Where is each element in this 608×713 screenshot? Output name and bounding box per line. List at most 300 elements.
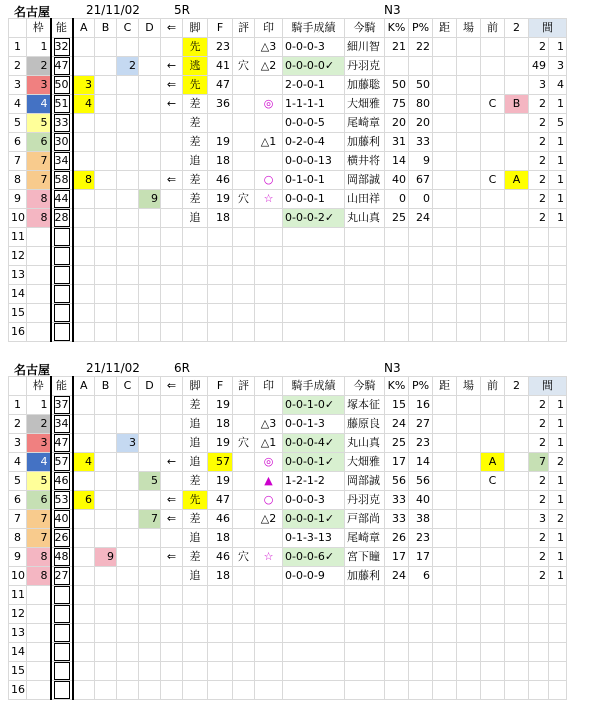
cell-d — [139, 209, 161, 228]
cell-waku: 7 — [27, 152, 51, 171]
cell-c — [117, 133, 139, 152]
cell-a — [73, 152, 95, 171]
cell-empty — [433, 624, 457, 643]
cell-a — [73, 567, 95, 586]
ability-cell — [51, 662, 73, 681]
cell-empty — [409, 643, 433, 662]
cell-empty — [409, 662, 433, 681]
ability-cell — [51, 681, 73, 700]
cell-waku: 1 — [27, 396, 51, 415]
cell-a — [73, 415, 95, 434]
cell-waku: 4 — [27, 95, 51, 114]
cell-empty — [139, 285, 161, 304]
ability-value — [54, 285, 70, 303]
cell-a: 3 — [73, 76, 95, 95]
cell-empty — [409, 247, 433, 266]
empty-row — [9, 624, 567, 643]
header-row — [9, 377, 567, 396]
cell-hyo: 穴 — [233, 548, 255, 567]
cell-b — [95, 57, 117, 76]
table-row — [9, 491, 567, 510]
venue: 名古屋 — [14, 363, 51, 377]
cell-mae — [481, 57, 505, 76]
cell-empty — [73, 643, 95, 662]
cell-ba — [457, 415, 481, 434]
cell-waku: 8 — [27, 567, 51, 586]
header-16: 場 — [457, 19, 481, 38]
cell-empty — [345, 304, 385, 323]
cell-empty — [27, 323, 51, 342]
cell-kyo — [433, 567, 457, 586]
cell-empty — [505, 662, 529, 681]
table-row — [9, 209, 567, 228]
cell-k: 20 — [385, 114, 409, 133]
cell-g2: 1 — [549, 171, 567, 190]
ability-cell — [51, 434, 73, 453]
ability-cell — [51, 567, 73, 586]
header-8: F — [208, 19, 233, 38]
cell-mae — [481, 152, 505, 171]
cell-ba — [457, 529, 481, 548]
cell-empty — [95, 624, 117, 643]
ability-cell — [51, 209, 73, 228]
cell-empty — [95, 266, 117, 285]
table-row — [9, 567, 567, 586]
cell-empty — [183, 247, 208, 266]
ability-value: 28 — [54, 209, 70, 227]
cell-empty — [73, 605, 95, 624]
cell-waku: 8 — [27, 548, 51, 567]
cell-g1: 2 — [529, 472, 549, 491]
cell-shirushi: ◎ — [255, 95, 283, 114]
header-15: 距 — [433, 377, 457, 396]
cell-hyo — [233, 38, 255, 57]
cell-empty — [161, 624, 183, 643]
cell-empty — [161, 605, 183, 624]
cell-k: 25 — [385, 209, 409, 228]
ability-cell — [51, 190, 73, 209]
cell-arr — [161, 567, 183, 586]
cell-empty — [117, 323, 139, 342]
cell-arr: ⇐ — [161, 510, 183, 529]
header-14: P% — [409, 19, 433, 38]
header-16: 場 — [457, 377, 481, 396]
cell-waku: 7 — [27, 510, 51, 529]
cell-hyo — [233, 453, 255, 472]
cell-empty — [183, 662, 208, 681]
empty-row — [9, 247, 567, 266]
cell-d — [139, 57, 161, 76]
cell-mae — [481, 76, 505, 95]
cell-empty — [117, 605, 139, 624]
cell-arr: ← — [161, 453, 183, 472]
header-18: 2 — [505, 19, 529, 38]
header-13: K% — [385, 377, 409, 396]
cell-g2: 2 — [549, 453, 567, 472]
cell-g2: 1 — [549, 152, 567, 171]
race-class: N3 — [384, 361, 401, 375]
cell-empty — [73, 285, 95, 304]
cell-ni — [505, 529, 529, 548]
cell-kyo — [433, 133, 457, 152]
cell-kyo — [433, 396, 457, 415]
cell-f: 36 — [208, 95, 233, 114]
cell-g1: 2 — [529, 434, 549, 453]
row-number: 4 — [9, 453, 27, 472]
cell-jockey: 加藤利 — [345, 567, 385, 586]
cell-f: 57 — [208, 453, 233, 472]
cell-ba — [457, 510, 481, 529]
ability-value: 27 — [54, 567, 70, 585]
cell-shirushi: ○ — [255, 171, 283, 190]
cell-empty — [433, 643, 457, 662]
cell-p: 80 — [409, 95, 433, 114]
cell-f: 23 — [208, 38, 233, 57]
cell-empty — [117, 247, 139, 266]
cell-empty — [233, 681, 255, 700]
cell-empty — [95, 643, 117, 662]
cell-k: 50 — [385, 76, 409, 95]
cell-g2: 1 — [549, 396, 567, 415]
cell-jockey: 丹羽克 — [345, 57, 385, 76]
ability-value: 53 — [54, 491, 70, 509]
cell-empty — [255, 247, 283, 266]
cell-empty — [481, 266, 505, 285]
cell-empty — [481, 624, 505, 643]
cell-seiseki: 0-0-0-3 — [283, 491, 345, 510]
header-18: 2 — [505, 377, 529, 396]
empty-row — [9, 643, 567, 662]
cell-p: 24 — [409, 209, 433, 228]
ability-cell — [51, 171, 73, 190]
cell-d: 7 — [139, 510, 161, 529]
empty-row — [9, 228, 567, 247]
cell-empty — [117, 681, 139, 700]
cell-hyo — [233, 396, 255, 415]
cell-ba — [457, 567, 481, 586]
race-class: N3 — [384, 3, 401, 17]
cell-d: 9 — [139, 190, 161, 209]
cell-waku: 3 — [27, 434, 51, 453]
cell-waku: 5 — [27, 114, 51, 133]
cell-arr — [161, 133, 183, 152]
header-13: K% — [385, 19, 409, 38]
cell-g2: 1 — [549, 548, 567, 567]
cell-k: 15 — [385, 396, 409, 415]
cell-ni — [505, 396, 529, 415]
cell-empty — [345, 586, 385, 605]
header-8: F — [208, 377, 233, 396]
cell-seiseki: 0-2-0-4 — [283, 133, 345, 152]
cell-jockey: 岡部誠 — [345, 472, 385, 491]
cell-empty — [505, 605, 529, 624]
cell-empty — [27, 247, 51, 266]
header-6: ⇐ — [161, 19, 183, 38]
cell-empty — [505, 304, 529, 323]
cell-empty — [345, 643, 385, 662]
cell-mae — [481, 567, 505, 586]
ability-value: 40 — [54, 510, 70, 528]
cell-empty — [345, 285, 385, 304]
header-2: A — [73, 19, 95, 38]
cell-jockey: 大畑雅 — [345, 95, 385, 114]
cell-empty — [529, 323, 549, 342]
cell-empty — [481, 323, 505, 342]
cell-empty — [183, 624, 208, 643]
cell-empty — [505, 624, 529, 643]
cell-jockey: 加藤利 — [345, 133, 385, 152]
row-number: 13 — [9, 624, 27, 643]
cell-empty — [208, 228, 233, 247]
cell-empty — [233, 586, 255, 605]
cell-p: 9 — [409, 152, 433, 171]
cell-f: 46 — [208, 548, 233, 567]
table-row — [9, 114, 567, 133]
cell-ni — [505, 38, 529, 57]
cell-empty — [73, 624, 95, 643]
cell-seiseki: 2-0-0-1 — [283, 76, 345, 95]
cell-hyo — [233, 95, 255, 114]
cell-empty — [433, 228, 457, 247]
cell-kyaku: 差 — [183, 548, 208, 567]
cell-d — [139, 133, 161, 152]
cell-g2: 1 — [549, 95, 567, 114]
cell-empty — [385, 228, 409, 247]
cell-empty — [409, 266, 433, 285]
cell-seiseki: 0-0-0-4✓ — [283, 434, 345, 453]
cell-empty — [549, 681, 567, 700]
cell-k: 0 — [385, 190, 409, 209]
ability-value — [54, 228, 70, 246]
cell-empty — [255, 681, 283, 700]
cell-empty — [529, 304, 549, 323]
cell-seiseki: 0-0-0-0✓ — [283, 57, 345, 76]
cell-empty — [529, 247, 549, 266]
cell-b — [95, 510, 117, 529]
cell-empty — [161, 266, 183, 285]
cell-empty — [27, 681, 51, 700]
cell-kyaku: 逃 — [183, 57, 208, 76]
cell-empty — [161, 323, 183, 342]
cell-empty — [409, 681, 433, 700]
cell-c — [117, 209, 139, 228]
ability-cell — [51, 38, 73, 57]
table-row — [9, 95, 567, 114]
ability-value — [54, 304, 70, 322]
cell-empty — [233, 643, 255, 662]
cell-empty — [549, 662, 567, 681]
table-row — [9, 415, 567, 434]
cell-c: 3 — [117, 434, 139, 453]
cell-shirushi — [255, 567, 283, 586]
cell-waku: 3 — [27, 76, 51, 95]
ability-value: 46 — [54, 472, 70, 490]
cell-empty — [233, 605, 255, 624]
cell-jockey: 丸山真 — [345, 209, 385, 228]
cell-a: 4 — [73, 95, 95, 114]
cell-empty — [433, 285, 457, 304]
cell-f: 46 — [208, 171, 233, 190]
cell-ni — [505, 415, 529, 434]
cell-empty — [549, 228, 567, 247]
ability-cell — [51, 152, 73, 171]
cell-g1: 2 — [529, 133, 549, 152]
cell-empty — [233, 266, 255, 285]
cell-mae — [481, 415, 505, 434]
cell-ba — [457, 171, 481, 190]
cell-empty — [73, 323, 95, 342]
cell-g2: 1 — [549, 38, 567, 57]
cell-mae — [481, 434, 505, 453]
cell-empty — [27, 586, 51, 605]
cell-empty — [529, 681, 549, 700]
cell-d — [139, 95, 161, 114]
table-row — [9, 510, 567, 529]
table-row — [9, 57, 567, 76]
cell-seiseki: 0-1-0-1 — [283, 171, 345, 190]
cell-jockey: 大畑雅 — [345, 453, 385, 472]
cell-empty — [529, 624, 549, 643]
cell-empty — [283, 586, 345, 605]
cell-f: 47 — [208, 76, 233, 95]
cell-g1: 2 — [529, 396, 549, 415]
cell-empty — [95, 586, 117, 605]
cell-d — [139, 491, 161, 510]
cell-g1: 2 — [529, 190, 549, 209]
ability-cell — [51, 624, 73, 643]
header-row — [9, 19, 567, 38]
cell-b — [95, 453, 117, 472]
table-row — [9, 548, 567, 567]
cell-hyo: 穴 — [233, 434, 255, 453]
ability-value: 58 — [54, 171, 70, 189]
cell-g1: 2 — [529, 95, 549, 114]
cell-empty — [505, 323, 529, 342]
cell-kyo — [433, 152, 457, 171]
cell-empty — [529, 228, 549, 247]
cell-g1: 49 — [529, 57, 549, 76]
header-1: 能 — [51, 19, 73, 38]
cell-ba — [457, 152, 481, 171]
cell-ba — [457, 209, 481, 228]
cell-d — [139, 529, 161, 548]
cell-empty — [529, 586, 549, 605]
cell-empty — [345, 266, 385, 285]
ability-cell — [51, 396, 73, 415]
cell-empty — [95, 662, 117, 681]
cell-b — [95, 209, 117, 228]
cell-shirushi: △1 — [255, 434, 283, 453]
table-row — [9, 38, 567, 57]
cell-ni: A — [505, 171, 529, 190]
cell-kyaku: 差 — [183, 133, 208, 152]
cell-empty — [457, 304, 481, 323]
header-4: C — [117, 377, 139, 396]
cell-shirushi: △3 — [255, 38, 283, 57]
cell-g1: 2 — [529, 548, 549, 567]
row-number: 8 — [9, 171, 27, 190]
cell-ba — [457, 133, 481, 152]
row-number: 2 — [9, 415, 27, 434]
cell-empty — [409, 323, 433, 342]
cell-a — [73, 529, 95, 548]
ability-cell — [51, 548, 73, 567]
cell-hyo — [233, 510, 255, 529]
ability-value: 57 — [54, 453, 70, 471]
cell-empty — [481, 228, 505, 247]
cell-ba — [457, 453, 481, 472]
cell-g1: 2 — [529, 152, 549, 171]
header-14: P% — [409, 377, 433, 396]
cell-c — [117, 396, 139, 415]
cell-k: 21 — [385, 38, 409, 57]
cell-ba — [457, 95, 481, 114]
cell-a — [73, 396, 95, 415]
cell-a — [73, 548, 95, 567]
cell-mae — [481, 529, 505, 548]
cell-c — [117, 171, 139, 190]
cell-b — [95, 396, 117, 415]
cell-g1: 2 — [529, 38, 549, 57]
cell-p — [409, 57, 433, 76]
ability-cell — [51, 510, 73, 529]
cell-g2: 5 — [549, 114, 567, 133]
cell-ba — [457, 190, 481, 209]
cell-jockey: 細川智 — [345, 38, 385, 57]
header-3: B — [95, 377, 117, 396]
cell-ba — [457, 76, 481, 95]
cell-empty — [457, 228, 481, 247]
table-row — [9, 453, 567, 472]
header-12: 今騎 — [345, 377, 385, 396]
header-0: 枠 — [27, 19, 51, 38]
cell-kyo — [433, 548, 457, 567]
row-number: 15 — [9, 662, 27, 681]
cell-ni — [505, 567, 529, 586]
cell-p: 27 — [409, 415, 433, 434]
cell-empty — [505, 247, 529, 266]
cell-d — [139, 567, 161, 586]
cell-k: 17 — [385, 548, 409, 567]
cell-empty — [233, 304, 255, 323]
cell-empty — [385, 247, 409, 266]
cell-seiseki: 0-1-3-13 — [283, 529, 345, 548]
ability-value — [54, 247, 70, 265]
row-number: 7 — [9, 152, 27, 171]
cell-ni — [505, 76, 529, 95]
ability-cell — [51, 133, 73, 152]
cell-hyo — [233, 209, 255, 228]
cell-ba — [457, 396, 481, 415]
cell-seiseki: 0-0-0-9 — [283, 567, 345, 586]
cell-hyo: 穴 — [233, 57, 255, 76]
cell-seiseki: 0-0-0-1 — [283, 190, 345, 209]
cell-kyaku: 先 — [183, 76, 208, 95]
cell-empty — [385, 586, 409, 605]
cell-empty — [549, 624, 567, 643]
ability-value: 32 — [54, 38, 70, 56]
cell-jockey: 岡部誠 — [345, 171, 385, 190]
cell-empty — [549, 266, 567, 285]
race-table — [8, 376, 567, 700]
cell-empty — [505, 586, 529, 605]
cell-arr — [161, 114, 183, 133]
table-row — [9, 171, 567, 190]
ability-cell — [51, 643, 73, 662]
cell-empty — [233, 323, 255, 342]
cell-hyo — [233, 76, 255, 95]
header-blank — [9, 377, 27, 396]
